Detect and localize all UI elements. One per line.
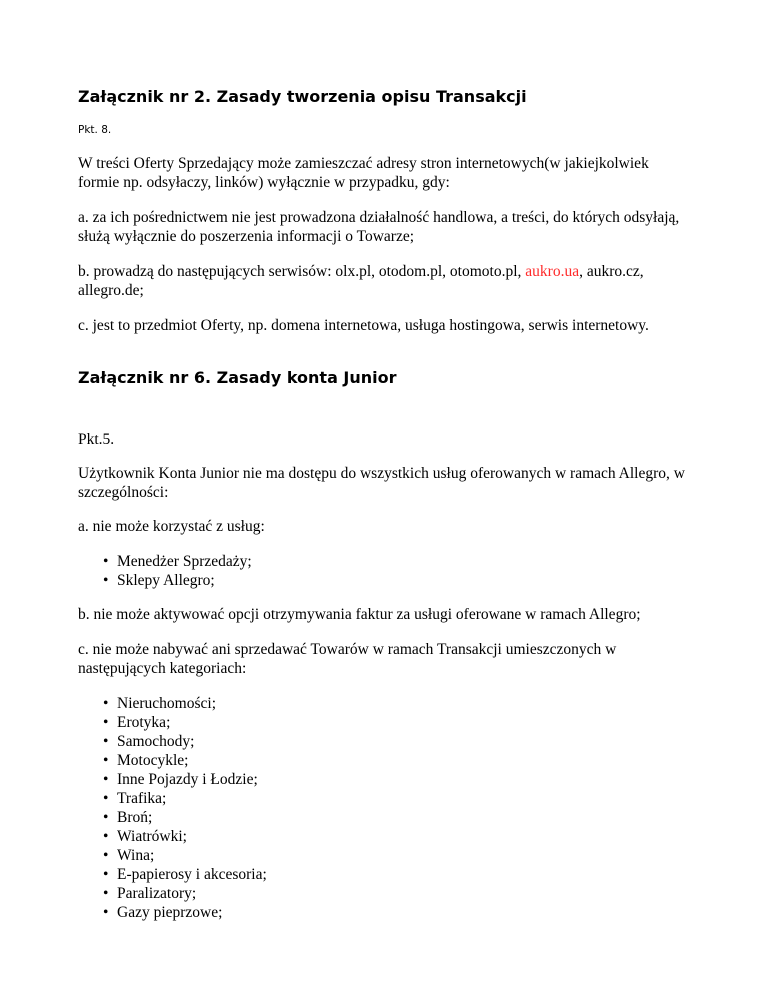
bullet-icon: • [103, 733, 109, 750]
list-item: • Motocykle; [103, 752, 189, 769]
bullet-icon: • [103, 790, 109, 807]
bullet-icon: • [103, 809, 109, 826]
bullet-icon: • [103, 771, 109, 788]
list-item: • Nieruchomości; [103, 695, 217, 712]
list-item: • Samochody; [103, 733, 195, 750]
paragraph-junior-intro: Użytkownik Konta Junior nie ma dostępu do wszystkich usług oferowanych w ramach Allegro, w szczególności: [78, 465, 685, 501]
bullet-icon: • [103, 885, 109, 902]
paragraph-item-a: a. za ich pośrednictwem nie jest prowadzona działalność handlowa, a treści, do których odsyłają, służą wyłącznie do poszerzenia informacji o Towarze; [78, 209, 680, 245]
list-item: • E-papierosy i akcesoria; [103, 866, 267, 883]
bullet-icon: • [103, 828, 109, 845]
item-b-text-end: , aukro.cz, allegro.de; [78, 263, 644, 299]
bullet-icon: • [103, 714, 109, 731]
list-item: • Erotyka; [103, 714, 171, 731]
bullet-icon: • [103, 904, 109, 921]
item-b-text-start: b. prowadzą do następujących serwisów: olx.pl, otodom.pl, otomoto.pl, [78, 263, 526, 280]
paragraph-junior-item-a: a. nie może korzystać z usług: [78, 518, 265, 535]
list-item: • Inne Pojazdy i Łodzie; [103, 771, 258, 788]
bullet-icon: • [103, 866, 109, 883]
services-list [78, 552, 678, 590]
aukro-ua-link[interactable]: aukro.ua [525, 263, 580, 280]
categories-list [78, 694, 678, 922]
bullet-icon: • [103, 572, 109, 589]
paragraph-junior-item-c: c. nie może nabywać ani sprzedawać Towarów w ramach Transakcji umieszczonych w następujących kategoriach: [78, 641, 617, 677]
paragraph-item-b [78, 262, 688, 300]
list-item: • Wina; [103, 847, 155, 864]
bullet-icon: • [103, 752, 109, 769]
point-label-8: Pkt. 8. [78, 124, 112, 136]
list-item: • Gazy pieprzowe; [103, 904, 223, 921]
section-heading-attachment-6: Załącznik nr 6. Zasady konta Junior [78, 368, 397, 387]
list-item: • Wiatrówki; [103, 828, 187, 845]
list-item: • Paralizatory; [103, 885, 197, 902]
bullet-icon: • [103, 695, 109, 712]
list-item: • Menedżer Sprzedaży; [103, 553, 252, 570]
list-item: • Broń; [103, 809, 153, 826]
section-heading-attachment-2: Załącznik nr 2. Zasady tworzenia opisu Transakcji [78, 87, 527, 106]
paragraph-junior-item-b: b. nie może aktywować opcji otrzymywania faktur za usługi oferowane w ramach Allegro; [78, 606, 641, 623]
list-item: • Trafika; [103, 790, 167, 807]
list-item: • Sklepy Allegro; [103, 572, 215, 589]
bullet-icon: • [103, 553, 109, 570]
bullet-icon: • [103, 847, 109, 864]
paragraph-item-c: c. jest to przedmiot Oferty, np. domena internetowa, usługa hostingowa, serwis internetowy. [78, 317, 649, 334]
point-label-5: Pkt.5. [78, 431, 115, 448]
paragraph-intro-urls: W treści Oferty Sprzedający może zamieszczać adresy stron internetowych(w jakiejkolwiek formie np. odsyłaczy, linków) wyłącznie w przypadku, gdy: [78, 155, 649, 191]
